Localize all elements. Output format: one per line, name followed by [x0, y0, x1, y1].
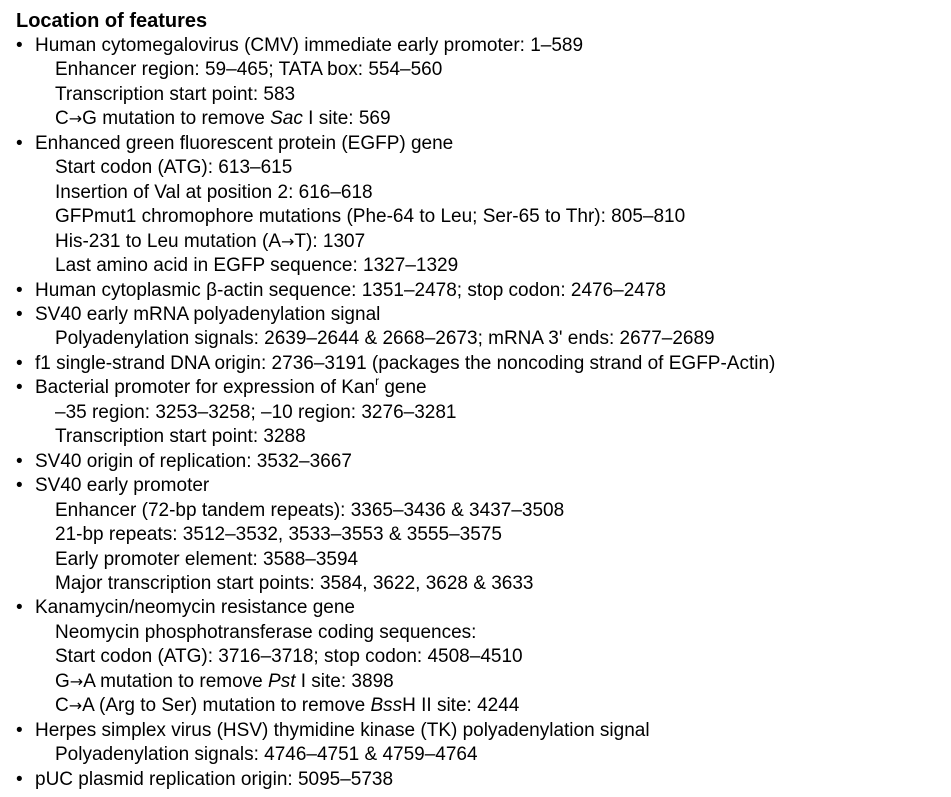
feature-item: [16, 376, 951, 400]
feature-detail: [16, 670, 951, 694]
feature-detail: [16, 694, 951, 718]
text-segment: Bacterial promoter for expression of Kan: [35, 377, 376, 399]
text-segment: C: [55, 695, 69, 717]
bullet: •: [16, 303, 23, 325]
greek-beta: β: [206, 279, 217, 301]
text-segment: G mutation to remove: [82, 108, 271, 130]
text-segment: H II site: 4244: [402, 695, 520, 717]
text-segment: C: [55, 108, 69, 130]
feature-item: [16, 450, 951, 474]
feature-label: pUC plasmid replication origin: 5095–5738: [35, 768, 394, 790]
arrow-icon: →: [69, 671, 84, 691]
feature-item: [16, 474, 951, 498]
text-segment: I site: 569: [302, 108, 391, 130]
document-title: Location of features: [16, 10, 208, 32]
feature-label: Herpes simplex virus (HSV) thymidine kinase (TK) polyadenylation signal: [35, 719, 650, 741]
bullet: •: [16, 719, 23, 741]
bullet: •: [16, 352, 23, 374]
feature-detail: Transcription start point: 583: [55, 83, 296, 105]
feature-label: SV40 origin of replication: 3532–3667: [35, 450, 352, 472]
feature-label: Enhanced green fluorescent protein (EGFP) gene: [35, 132, 454, 154]
feature-item: [16, 596, 951, 620]
arrow-icon: →: [68, 109, 83, 129]
text-segment: -actin sequence: 1351–2478; stop codon: 2476–2478: [217, 279, 666, 301]
enzyme-name: Pst: [268, 670, 296, 692]
feature-detail: Polyadenylation signals: 2639–2644 & 2668–2673; mRNA 3' ends: 2677–2689: [55, 328, 715, 350]
feature-detail: Enhancer region: 59–465; TATA box: 554–560: [55, 59, 443, 81]
feature-item: [16, 768, 951, 792]
text-segment: A (Arg to Ser) mutation to remove: [82, 695, 371, 717]
text-segment: gene: [379, 377, 427, 399]
feature-detail: Last amino acid in EGFP sequence: 1327–1329: [55, 255, 459, 277]
bullet: •: [16, 475, 23, 497]
feature-detail: Neomycin phosphotransferase coding sequences:: [55, 621, 477, 643]
feature-detail: 21-bp repeats: 3512–3532, 3533–3553 & 3555–3575: [55, 524, 502, 546]
feature-label: Human cytomegalovirus (CMV) immediate early promoter: 1–589: [35, 35, 584, 56]
text-segment: His-231 to Leu mutation (A: [55, 230, 282, 252]
enzyme-name: Sac: [270, 108, 303, 130]
text-segment: A mutation to remove: [83, 670, 269, 692]
feature-label: f1 single-strand DNA origin: 2736–3191 (packages the noncoding strand of EGFP-Actin): [35, 352, 776, 374]
feature-detail: Start codon (ATG): 613–615: [55, 157, 293, 179]
feature-detail: [16, 230, 951, 254]
feature-detail: Insertion of Val at position 2: 616–618: [55, 181, 373, 203]
text-segment: Human cytoplasmic: [35, 279, 207, 301]
feature-detail: [16, 107, 951, 131]
superscript: r: [375, 374, 380, 389]
feature-label: Kanamycin/neomycin resistance gene: [35, 597, 356, 619]
feature-item: [16, 303, 951, 327]
bullet: •: [16, 377, 23, 399]
feature-item: [16, 719, 951, 743]
feature-item: [16, 279, 951, 303]
feature-detail: Major transcription start points: 3584, 3622, 3628 & 3633: [55, 572, 534, 594]
feature-detail: Polyadenylation signals: 4746–4751 & 4759–4764: [55, 744, 478, 766]
bullet: •: [16, 279, 23, 301]
text-segment: T): 1307: [294, 230, 366, 252]
bullet: •: [16, 597, 23, 619]
feature-detail: –35 region: 3253–3258; –10 region: 3276–3281: [55, 401, 457, 423]
feature-list: [16, 34, 951, 792]
text-segment: I site: 3898: [295, 670, 394, 692]
feature-detail: Transcription start point: 3288: [55, 426, 306, 448]
feature-detail: Enhancer (72-bp tandem repeats): 3365–3436 & 3437–3508: [55, 499, 565, 521]
feature-item: [16, 132, 951, 156]
arrow-icon: →: [281, 231, 295, 251]
feature-label: SV40 early promoter: [35, 475, 210, 497]
feature-detail: GFPmut1 chromophore mutations (Phe-64 to Leu; Ser-65 to Thr): 805–810: [55, 206, 686, 228]
enzyme-name: Bss: [370, 695, 403, 717]
bullet: •: [16, 768, 23, 790]
bullet: •: [16, 450, 23, 472]
feature-detail: Early promoter element: 3588–3594: [55, 548, 359, 570]
feature-item: [16, 34, 951, 58]
feature-item: [16, 352, 951, 376]
arrow-icon: →: [68, 696, 83, 716]
bullet: •: [16, 35, 23, 56]
text-segment: G: [55, 670, 70, 692]
bullet: •: [16, 132, 23, 154]
feature-detail: Start codon (ATG): 3716–3718; stop codon: 4508–4510: [55, 646, 523, 668]
feature-label: SV40 early mRNA polyadenylation signal: [35, 303, 381, 325]
